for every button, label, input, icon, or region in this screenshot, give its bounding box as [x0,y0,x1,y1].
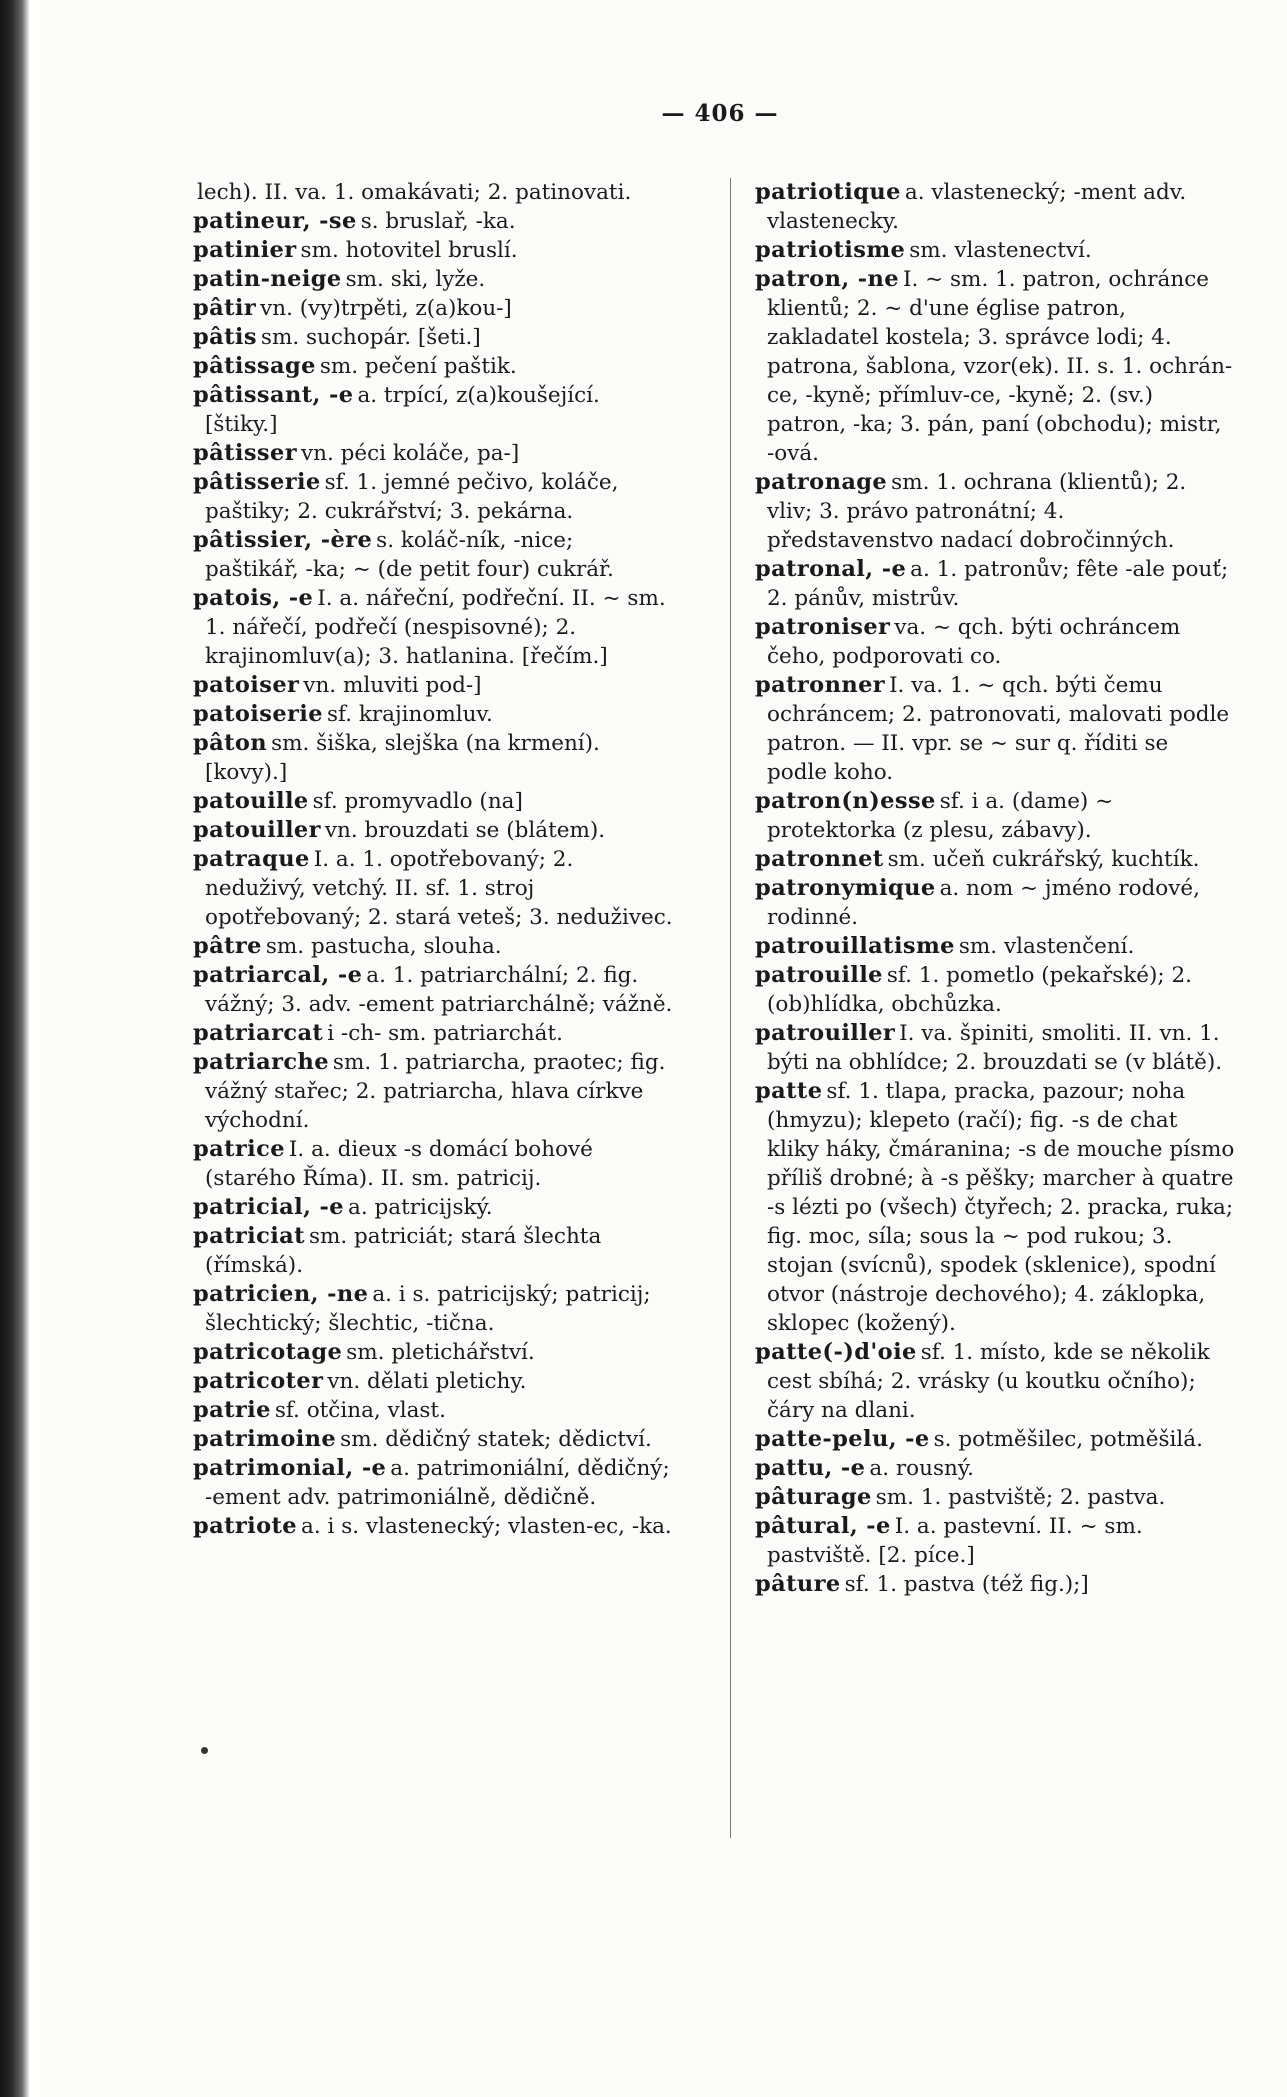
dictionary-entry [193,1135,673,1193]
entry-headword: patroniser [755,614,891,640]
dictionary-entry [193,265,673,294]
dictionary-entry [755,236,1235,265]
entry-definition: vn. péci koláče, pa-] [300,441,520,466]
entry-definition: vn. (vy)trpěti, z(a)kou-] [260,296,512,321]
book-gutter-edge [0,0,30,2097]
entry-definition: s. bruslař, -ka. [360,209,516,234]
entry-headword: patte-pelu, -e [755,1426,930,1452]
entry-headword: patte [755,1078,823,1104]
entry-headword: pattu, -e [755,1455,866,1481]
dictionary-entry [193,1048,673,1135]
entry-definition: sm. suchopár. [šeti.] [260,325,481,350]
dictionary-entry [755,1512,1235,1570]
entry-headword: patrouillatisme [755,933,955,959]
entry-definition: sf. 1. jemné pečivo, koláče, paštiky; 2. cukrářství; 3. pekárna. [205,470,619,524]
entry-headword: patte(-)d'oie [755,1339,917,1365]
entry-definition: I. a. pastevní. II. ~ sm. pastviště. [2. píce.] [767,1514,1143,1568]
entry-definition: I. a. nářeční, podřeční. II. ~ sm. 1. nářečí, podřečí (nespisovné); 2. krajinomluv(a); 3. hatlanina. [řečím.] [205,586,666,669]
entry-headword: patriotisme [755,237,906,263]
entry-headword: patrouille [755,962,883,988]
entry-definition: lech). II. va. 1. omakávati; 2. patinovati. [197,180,632,205]
dictionary-entry [755,845,1235,874]
dictionary-entry [755,468,1235,555]
entry-definition: sm. pečení paštik. [319,354,517,379]
entry-headword: pâture [755,1571,841,1597]
entry-headword: patrie [193,1397,271,1423]
entry-headword: pâtissage [193,353,316,379]
right-column [755,178,1235,1599]
dictionary-entry [193,352,673,381]
entry-headword: patraque [193,846,310,872]
entry-headword: patinier [193,237,297,263]
entry-headword: pâtisserie [193,469,321,495]
entry-headword: patriarche [193,1049,329,1075]
entry-headword: pâturage [755,1484,872,1510]
dictionary-entry [193,1280,673,1338]
entry-definition: sf. 1. tlapa, pracka, pazour; noha (hmyzu); klepeto (račí); fig. -s de chat kliky háky, čmáranina; -s de mouche písmo příliš drobné; à -s pěšky; marcher à quatre -s lézti po (všech) čtyřech; 2. pracka, ruka; fig. moc, síla; sous la ~ pod rukou; 3. stojan (svícnů), spodek (sklenice), spodní otvor (nástroje dechového); 4. záklopka, sklopec (kožený). [767,1079,1235,1336]
entry-definition: I. va. špiniti, smoliti. II. vn. 1. býti na obhlídce; 2. brouzdati se (v blátě). [767,1021,1223,1075]
entry-headword: patriciat [193,1223,305,1249]
dictionary-entry [193,1425,673,1454]
entry-definition: a. vlastenecký; -ment adv. vlastenecky. [767,180,1187,234]
entry-definition: a. patricijský. [348,1195,493,1220]
entry-definition: sm. šiška, slejška (na krmení). [kovy).] [205,731,600,785]
entry-headword: patriotique [755,179,901,205]
entry-definition: va. ~ qch. býti ochráncem čeho, podporovati co. [767,615,1181,669]
dictionary-entry [193,816,673,845]
entry-definition: sf. 1. místo, kde se několik cest sbíhá; 2. vrásky (u koutku očního); čáry na dlani. [767,1340,1210,1423]
left-column [193,178,673,1541]
dictionary-entry [755,1077,1235,1338]
entry-definition: a. patrimoniální, dědičný; -ement adv. patrimoniálně, dědičně. [205,1456,670,1510]
dictionary-entry [193,584,673,671]
dictionary-entry [755,1019,1235,1077]
entry-definition: I. va. 1. ~ qch. býti čemu ochráncem; 2. patronovati, malovati podle patron. — II. vpr. se ~ sur q. říditi se podle koho. [767,673,1230,785]
entry-definition: a. 1. patronův; fête -ale pouť; 2. pánův, mistrův. [767,557,1229,611]
entry-definition: sf. 1. pometlo (pekařské); 2. (ob)hlídka, obchůzka. [767,963,1193,1017]
entry-definition: sf. otčina, vlast. [274,1398,446,1423]
entry-headword: patoiserie [193,701,323,727]
entry-headword: pâton [193,730,268,756]
entry-definition: a. i s. vlastenecký; vlasten-ec, -ka. [301,1514,672,1539]
entry-definition: sf. krajinomluv. [326,702,493,727]
dictionary-entry [193,1019,673,1048]
dictionary-entry [193,1512,673,1541]
entry-headword: patronal, -e [755,556,907,582]
entry-definition: I. a. dieux -s domácí bohové (starého Říma). II. sm. patricij. [205,1137,593,1191]
dictionary-entry [193,1396,673,1425]
entry-headword: patronymique [755,875,936,901]
entry-definition: sm. učeň cukrářský, kuchtík. [887,847,1200,872]
entry-headword: patricoter [193,1368,324,1394]
entry-definition: sm. 1. pastviště; 2. pastva. [875,1485,1166,1510]
dictionary-entry [755,932,1235,961]
dictionary-entry [193,323,673,352]
entry-headword: pâtural, -e [755,1513,891,1539]
entry-definition: I. a. 1. opotřebovaný; 2. neduživý, vetchý. II. sf. 1. stroj opotřebovaný; 2. stará veteš; 3. neduživec. [205,847,673,930]
entry-headword: patrice [193,1136,285,1162]
entry-headword: patrimoine [193,1426,337,1452]
dictionary-entry [755,265,1235,468]
entry-headword: patouiller [193,817,321,843]
margin-dot-mark [201,1747,208,1754]
entry-definition: sm. patriciát; stará šlechta (římská). [205,1224,602,1278]
dictionary-entry [193,294,673,323]
entry-headword: patoiser [193,672,300,698]
dictionary-entry [755,1454,1235,1483]
entry-definition: sm. pletichářství. [346,1340,535,1365]
dictionary-entry [755,961,1235,1019]
entry-definition: s. koláč-ník, -nice; paštikář, -ka; ~ (de petit four) cukrář. [205,528,614,582]
entry-definition: vn. dělati pletichy. [327,1369,527,1394]
entry-definition: sf. 1. pastva (též fig.);] [844,1572,1089,1597]
entry-headword: pâtis [193,324,257,350]
dictionary-entry [193,468,673,526]
dictionary-entry [755,1425,1235,1454]
dictionary-entry [193,1193,673,1222]
entry-headword: patois, -e [193,585,314,611]
entry-definition: sf. i a. (dame) ~ protektorka (z plesu, zábavy). [767,789,1114,843]
entry-definition: vn. brouzdati se (blátem). [324,818,606,843]
dictionary-entry [755,178,1235,236]
entry-definition: vn. mluviti pod-] [303,673,482,698]
entry-headword: pâtre [193,933,262,959]
entry-definition: I. ~ sm. 1. patron, ochránce klientů; 2. ~ d'une église patron, zakladatel kostela; 3. správce lodi; 4. patrona, šablona, vzor(ek). II. s. 1. ochrán-ce, -kyně; přímluv-ce, -kyně; 2. (sv.) patron, -ka; 3. pán, paní (obchodu); mistr, -ová. [767,267,1233,466]
dictionary-entry [755,874,1235,932]
dictionary-entry [193,236,673,265]
dictionary-entry [193,439,673,468]
entry-definition: sm. vlastenčení. [958,934,1135,959]
entry-definition: sm. vlastenectví. [909,238,1092,263]
entry-headword: patricial, -e [193,1194,344,1220]
dictionary-entry [193,671,673,700]
entry-definition: a. i s. patricijský; patricij; šlechtický; šlechtic, -tična. [205,1282,651,1336]
entry-headword: patricotage [193,1339,343,1365]
dictionary-entry [193,932,673,961]
entry-definition: sm. pastucha, slouha. [265,934,502,959]
entry-headword: pâtissant, -e [193,382,354,408]
dictionary-entry [193,1338,673,1367]
dictionary-entry [755,613,1235,671]
entry-headword: pâtir [193,295,257,321]
entry-definition: a. rousný. [869,1456,974,1481]
entry-definition: i -ch- sm. patriarchát. [327,1021,563,1046]
dictionary-entry [755,1570,1235,1599]
entry-definition: sm. 1. patriarcha, praotec; fig. vážný stařec; 2. patriarcha, hlava církve východní. [205,1050,666,1133]
entry-headword: patriarcat [193,1020,324,1046]
entry-headword: patrouiller [755,1020,896,1046]
entry-definition: sf. promyvadlo (na] [312,789,523,814]
entry-headword: patricien, -ne [193,1281,369,1307]
entry-headword: patrimonial, -e [193,1455,387,1481]
page-number: — 406 — [661,100,779,127]
dictionary-entry [193,729,673,787]
entry-definition: a. trpící, z(a)koušející. [štiky.] [205,383,600,437]
column-divider [730,178,731,1838]
entry-definition: sm. hotovitel bruslí. [300,238,518,263]
entry-headword: patriarcal, -e [193,962,363,988]
dictionary-entry [193,178,673,207]
entry-definition: sm. ski, lyže. [345,267,486,292]
entry-headword: patronage [755,469,888,495]
dictionary-entry [755,555,1235,613]
entry-headword: patin-neige [193,266,342,292]
dictionary-entry [755,671,1235,787]
entry-headword: pâtissier, -ère [193,527,373,553]
dictionary-entry [193,845,673,932]
dictionary-entry [193,526,673,584]
entry-headword: patron, -ne [755,266,900,292]
entry-headword: patronner [755,672,886,698]
entry-headword: patronnet [755,846,884,872]
dictionary-entry [193,1367,673,1396]
entry-definition: a. 1. patriarchální; 2. fig. vážný; 3. adv. -ement patriarchálně; vážně. [205,963,673,1017]
entry-definition: s. potměšilec, potměšilá. [933,1427,1203,1452]
dictionary-entry [193,207,673,236]
entry-definition: sm. dědičný statek; dědictví. [340,1427,652,1452]
dictionary-entry [193,700,673,729]
dictionary-entry [755,1338,1235,1425]
dictionary-entry [193,381,673,439]
entry-definition: a. nom ~ jméno rodové, rodinné. [767,876,1200,930]
entry-definition: sm. 1. ochrana (klientů); 2. vliv; 3. právo patronátní; 4. představenstvo nadací dobročinných. [767,470,1187,553]
entry-headword: patineur, -se [193,208,357,234]
dictionary-entry [193,787,673,816]
dictionary-entry [193,961,673,1019]
entry-headword: patouille [193,788,309,814]
entry-headword: patron(n)esse [755,788,936,814]
dictionary-entry [193,1454,673,1512]
entry-headword: patriote [193,1513,298,1539]
dictionary-entry [193,1222,673,1280]
dictionary-entry [755,1483,1235,1512]
dictionary-entry [755,787,1235,845]
entry-headword: pâtisser [193,440,297,466]
